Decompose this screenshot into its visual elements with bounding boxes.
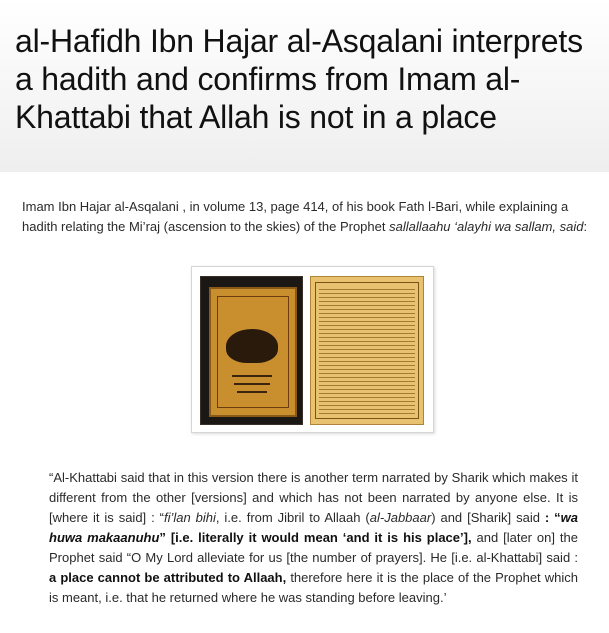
cover-frame [209, 287, 297, 417]
quote-text: , i.e. from Jibril to Allaah ( [215, 510, 370, 525]
intro-paragraph [22, 197, 596, 237]
quote-text: and [later on] the Prophet said “O My Lord alleviate for us [the number of prayers]. He [i.e. al-Khattabi] said : [49, 530, 579, 565]
quote-text: ) and [Sharik] said [431, 510, 545, 525]
quote-italic: fi’lan bihi [163, 510, 216, 525]
book-images [191, 266, 434, 433]
post-title: al-Hafidh Ibn Hajar al-Asqalani interprets a hadith and confirms from Imam al-Khattabi that Allah is not in a place [15, 23, 583, 135]
book-cover-image [200, 276, 303, 425]
quote-text: therefore here it is the place of the Prophet which is meant, i.e. that he returned where he was standing before leaving.’ [49, 570, 578, 605]
cover-inner-border [217, 296, 289, 408]
intro-text: Imam Ibn Hajar al-Asqalani , in volume 13, page 414, of his book Fath l-Bari, while explaining a hadith relating the Mi’raj (ascension to the skies) of the Prophet [22, 199, 569, 234]
quote-italic: al-Jabbaar [369, 510, 432, 525]
quote-bold: ” [i.e. literally it would mean ‘and it is his place’], [159, 530, 472, 545]
quote-text: “Al-Khattabi said that in this version there is another term narrated by Sharik which makes it different from the other [versions] and which has not been narrated by anyone else. It is [where it is said] : “ [49, 470, 578, 525]
cover-text-line [232, 375, 272, 377]
quote-key-term: wa huwa makaanuhu [49, 510, 578, 545]
quote-bold: a place cannot be attributed to Allaah, [49, 570, 287, 585]
quote-paragraph [49, 468, 578, 608]
intro-colon: : [583, 219, 588, 234]
intro-salutation: sallallaahu ‘alayhi wa sallam, said [389, 219, 584, 234]
cover-text-line [234, 383, 270, 385]
cover-text-line [237, 391, 267, 393]
page-text-lines [319, 287, 415, 414]
cover-calligraphy [226, 329, 278, 363]
quote-bold: : “ [544, 510, 561, 525]
manuscript-page-image [310, 276, 424, 425]
post-header [0, 0, 609, 172]
